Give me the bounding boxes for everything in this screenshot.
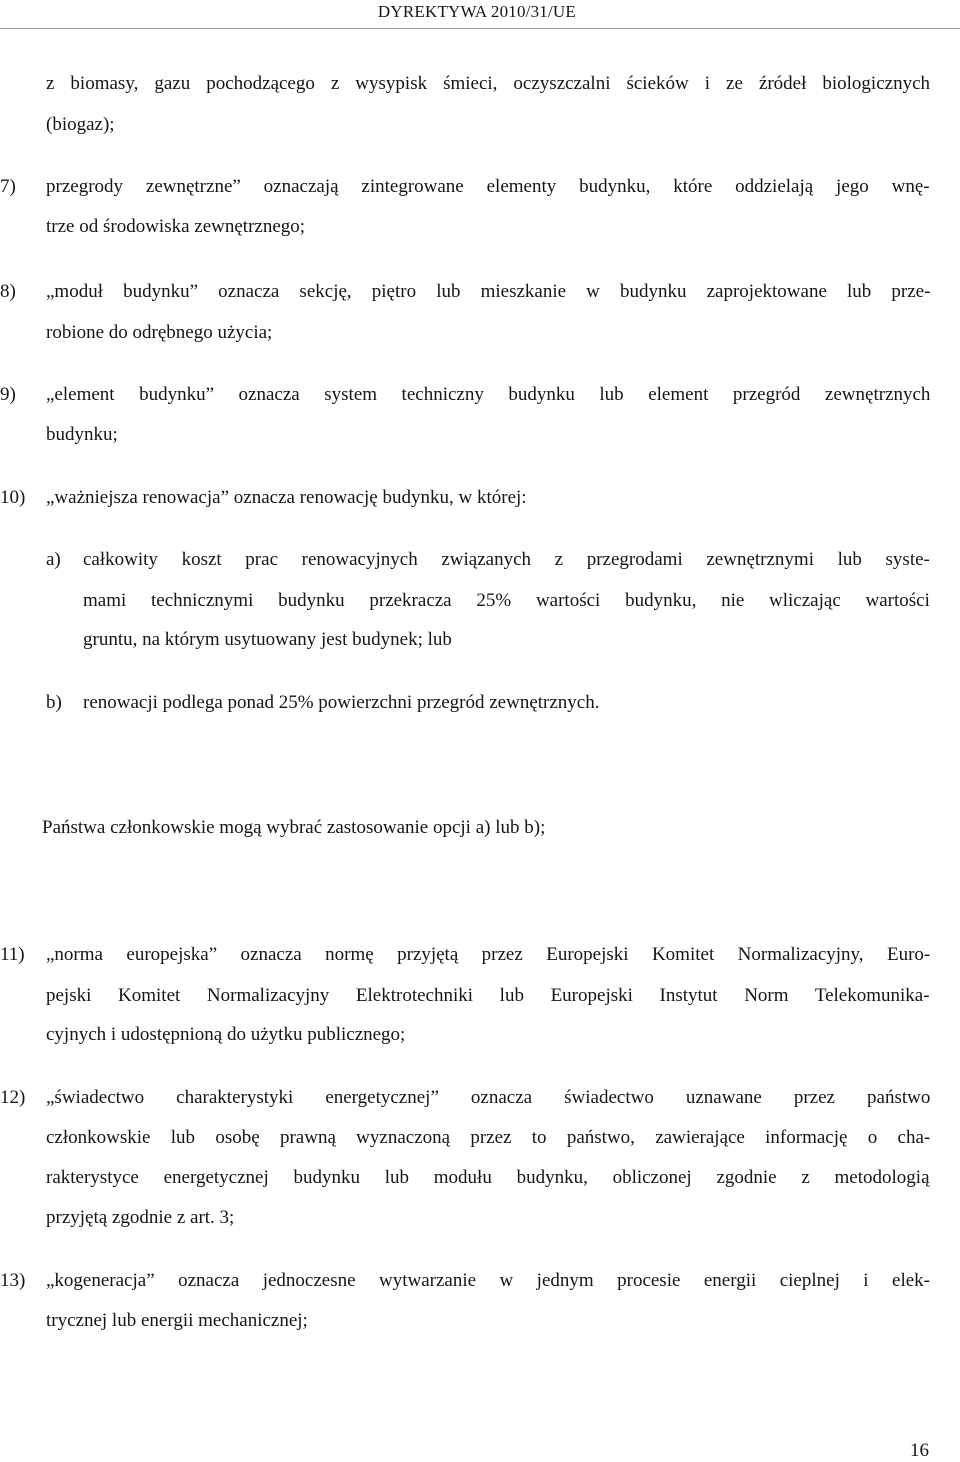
definition-line: „świadectwo charakterystyki energetycznej” oznacza świadectwo uznawane przez państwo xyxy=(46,1087,931,1108)
definition-line: „kogeneracja” oznacza jednoczesne wytwarzanie w jednym procesie energii cieplnej i elek- xyxy=(46,1270,931,1291)
definition-number: 12) xyxy=(0,1087,26,1108)
definition-line: przegrody zewnętrzne” oznaczają zintegrowane elementy budynku, które oddzielają jego wnę- xyxy=(46,176,930,197)
intro-line-2: (biogaz); xyxy=(46,114,115,135)
definition-number: 13) xyxy=(0,1270,26,1291)
sub-item-line: gruntu, na którym usytuowany jest budynek; lub xyxy=(83,629,452,650)
intro-line-1: z biomasy, gazu pochodzącego z wysypisk śmieci, oczyszczalni ścieków i ze źródeł biologicznych xyxy=(46,73,930,94)
definition-line: „norma europejska” oznacza normę przyjętą przez Europejski Komitet Normalizacyjny, Euro- xyxy=(46,944,931,965)
sub-item-line: renowacji podlega ponad 25% powierzchni przegród zewnętrznych. xyxy=(83,692,600,713)
member-states-note: Państwa członkowskie mogą wybrać zastosowanie opcji a) lub b); xyxy=(42,817,546,838)
definition-line: trycznej lub energii mechanicznej; xyxy=(46,1310,308,1331)
sub-item-line: mami technicznymi budynku przekracza 25% wartości budynku, nie wliczając wartości xyxy=(83,590,930,611)
definition-line: „element budynku” oznacza system techniczny budynku lub element przegród zewnętrznych xyxy=(46,384,931,405)
definition-line: pejski Komitet Normalizacyjny Elektrotechniki lub Europejski Instytut Norm Telekomunika- xyxy=(46,985,930,1006)
definition-line: robione do odrębnego użycia; xyxy=(46,322,273,343)
definition-line: budynku; xyxy=(46,424,118,445)
definition-number: 7) xyxy=(0,176,16,197)
definition-line: rakterystyce energetycznej budynku lub modułu budynku, obliczonej zgodnie z metodologią xyxy=(46,1167,930,1188)
definition-line: przyjętą zgodnie z art. 3; xyxy=(46,1207,235,1228)
sub-item-label: a) xyxy=(46,549,61,570)
definition-line: trze od środowiska zewnętrznego; xyxy=(46,216,306,237)
sub-item-label: b) xyxy=(46,692,62,713)
definition-line: członkowskie lub osobę prawną wyznaczoną przez to państwo, zawierające informację o cha- xyxy=(46,1127,931,1148)
sub-item-line: całkowity koszt prac renowacyjnych związanych z przegrodami zewnętrznymi lub syste- xyxy=(83,549,930,570)
definition-line: „ważniejsza renowacja” oznacza renowację budynku, w której: xyxy=(46,487,527,508)
document-title: DYREKTYWA 2010/31/UE xyxy=(377,2,576,21)
definition-number: 10) xyxy=(0,487,26,508)
definition-number: 9) xyxy=(0,384,16,405)
definition-line: „moduł budynku” oznacza sekcję, piętro lub mieszkanie w budynku zaprojektowane lub prze- xyxy=(46,281,931,302)
running-header xyxy=(0,0,960,29)
definition-number: 11) xyxy=(0,944,25,965)
definition-number: 8) xyxy=(0,281,16,302)
page-number: 16 xyxy=(910,1440,929,1461)
definition-line: cyjnych i udostępnioną do użytku publicznego; xyxy=(46,1024,406,1045)
